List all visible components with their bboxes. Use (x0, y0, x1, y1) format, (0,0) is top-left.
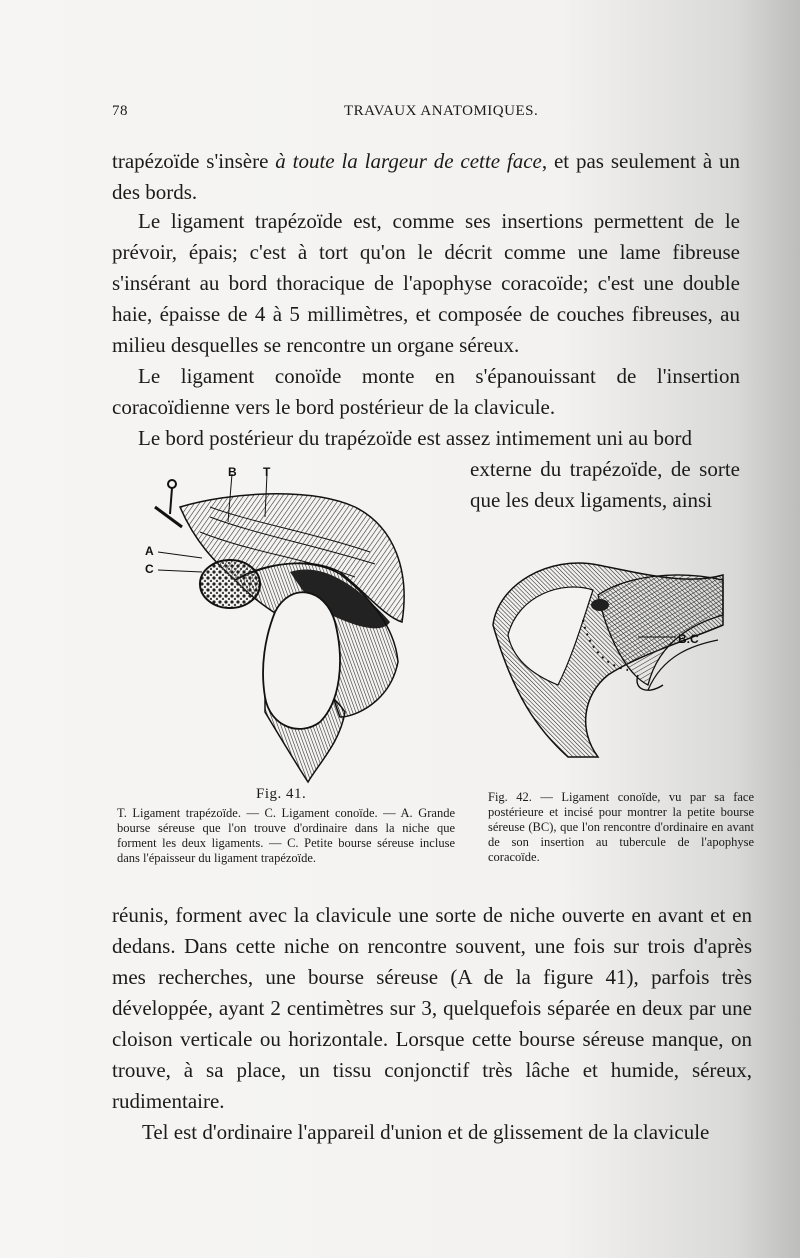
figure-41-illustration (140, 462, 440, 784)
page-header (112, 103, 752, 129)
paragraph-4-first-line: Le bord postérieur du trapézoïde est assez intimement uni au bord (138, 426, 692, 450)
paragraph-1 (112, 146, 740, 208)
paragraph-3: Le ligament conoïde monte en s'épanouissant de l'insertion coracoïdienne vers le bord postérieur de la clavicule. (112, 364, 740, 419)
running-title: TRAVAUX ANATOMIQUES. (344, 103, 539, 119)
fig-41-label-b: B (228, 465, 237, 479)
fig-41-label-t: T (263, 465, 271, 479)
paragraph-6: Tel est d'ordinaire l'appareil d'union et de glissement de la clavicule (142, 1120, 710, 1144)
paragraph-1-italic: à toute la largeur de cette face (275, 149, 542, 173)
fig-41-label-a: A (145, 544, 154, 558)
fig-41-title: Fig. 41. (256, 786, 307, 802)
figure-42-illustration (488, 545, 738, 760)
paragraph-4-beside-figure: externe du trapézoïde, de sorte que les deux ligaments, ainsi (470, 457, 740, 512)
paragraph-1-start: trapézoïde s'insère (112, 149, 276, 173)
fig-41-label-c: C (145, 562, 154, 576)
paragraph-5: réunis, forment avec la clavicule une sorte de niche ouverte en avant et en dedans. Dans cette niche on rencontre souvent, une fois sur trois d'après mes recherches, une bourse séreuse (A de la figure 41), parfois très développée, ayant 2 centimètres sur 3, quelquefois séparée en deux par une cloison verticale ou horizontale. Lorsque cette bourse séreuse manque, on trouve, à sa place, un tissu conjonctif très lâche et humide, séreux, rudimentaire. (112, 903, 752, 1113)
paragraph-1-end: , et pas seulement à un des bords. (112, 149, 741, 204)
page-number: 78 (112, 103, 128, 119)
fig-41-caption: T. Ligament trapézoïde. — C. Ligament conoïde. — A. Grande bourse séreuse que l'on trouve d'ordinaire dans la niche que forment les deux ligaments. — C. Petite bourse séreuse incluse dans l'épaisseur du ligament trapézoïde. (117, 806, 455, 865)
paragraph-2: Le ligament trapézoïde est, comme ses insertions permettent de le prévoir, épais; c'est à tort qu'on le décrit comme une lame fibreuse s'insérant au bord thoracique de l'apophyse coracoïde; c'est une double haie, épaisse de 4 à 5 millimètres, et composée de couches fibreuses, au milieu desquelles se rencontre un organe séreux. (112, 209, 740, 357)
fig-42-caption: Fig. 42. — Ligament conoïde, vu par sa face postérieure et incisé pour montrer la petite bourse séreuse (BC), que l'on rencontre d'ordinaire en avant de son insertion au tubercule de l'apophyse coracoïde. (488, 790, 754, 864)
fig-42-label-bc: B.C (678, 632, 699, 646)
